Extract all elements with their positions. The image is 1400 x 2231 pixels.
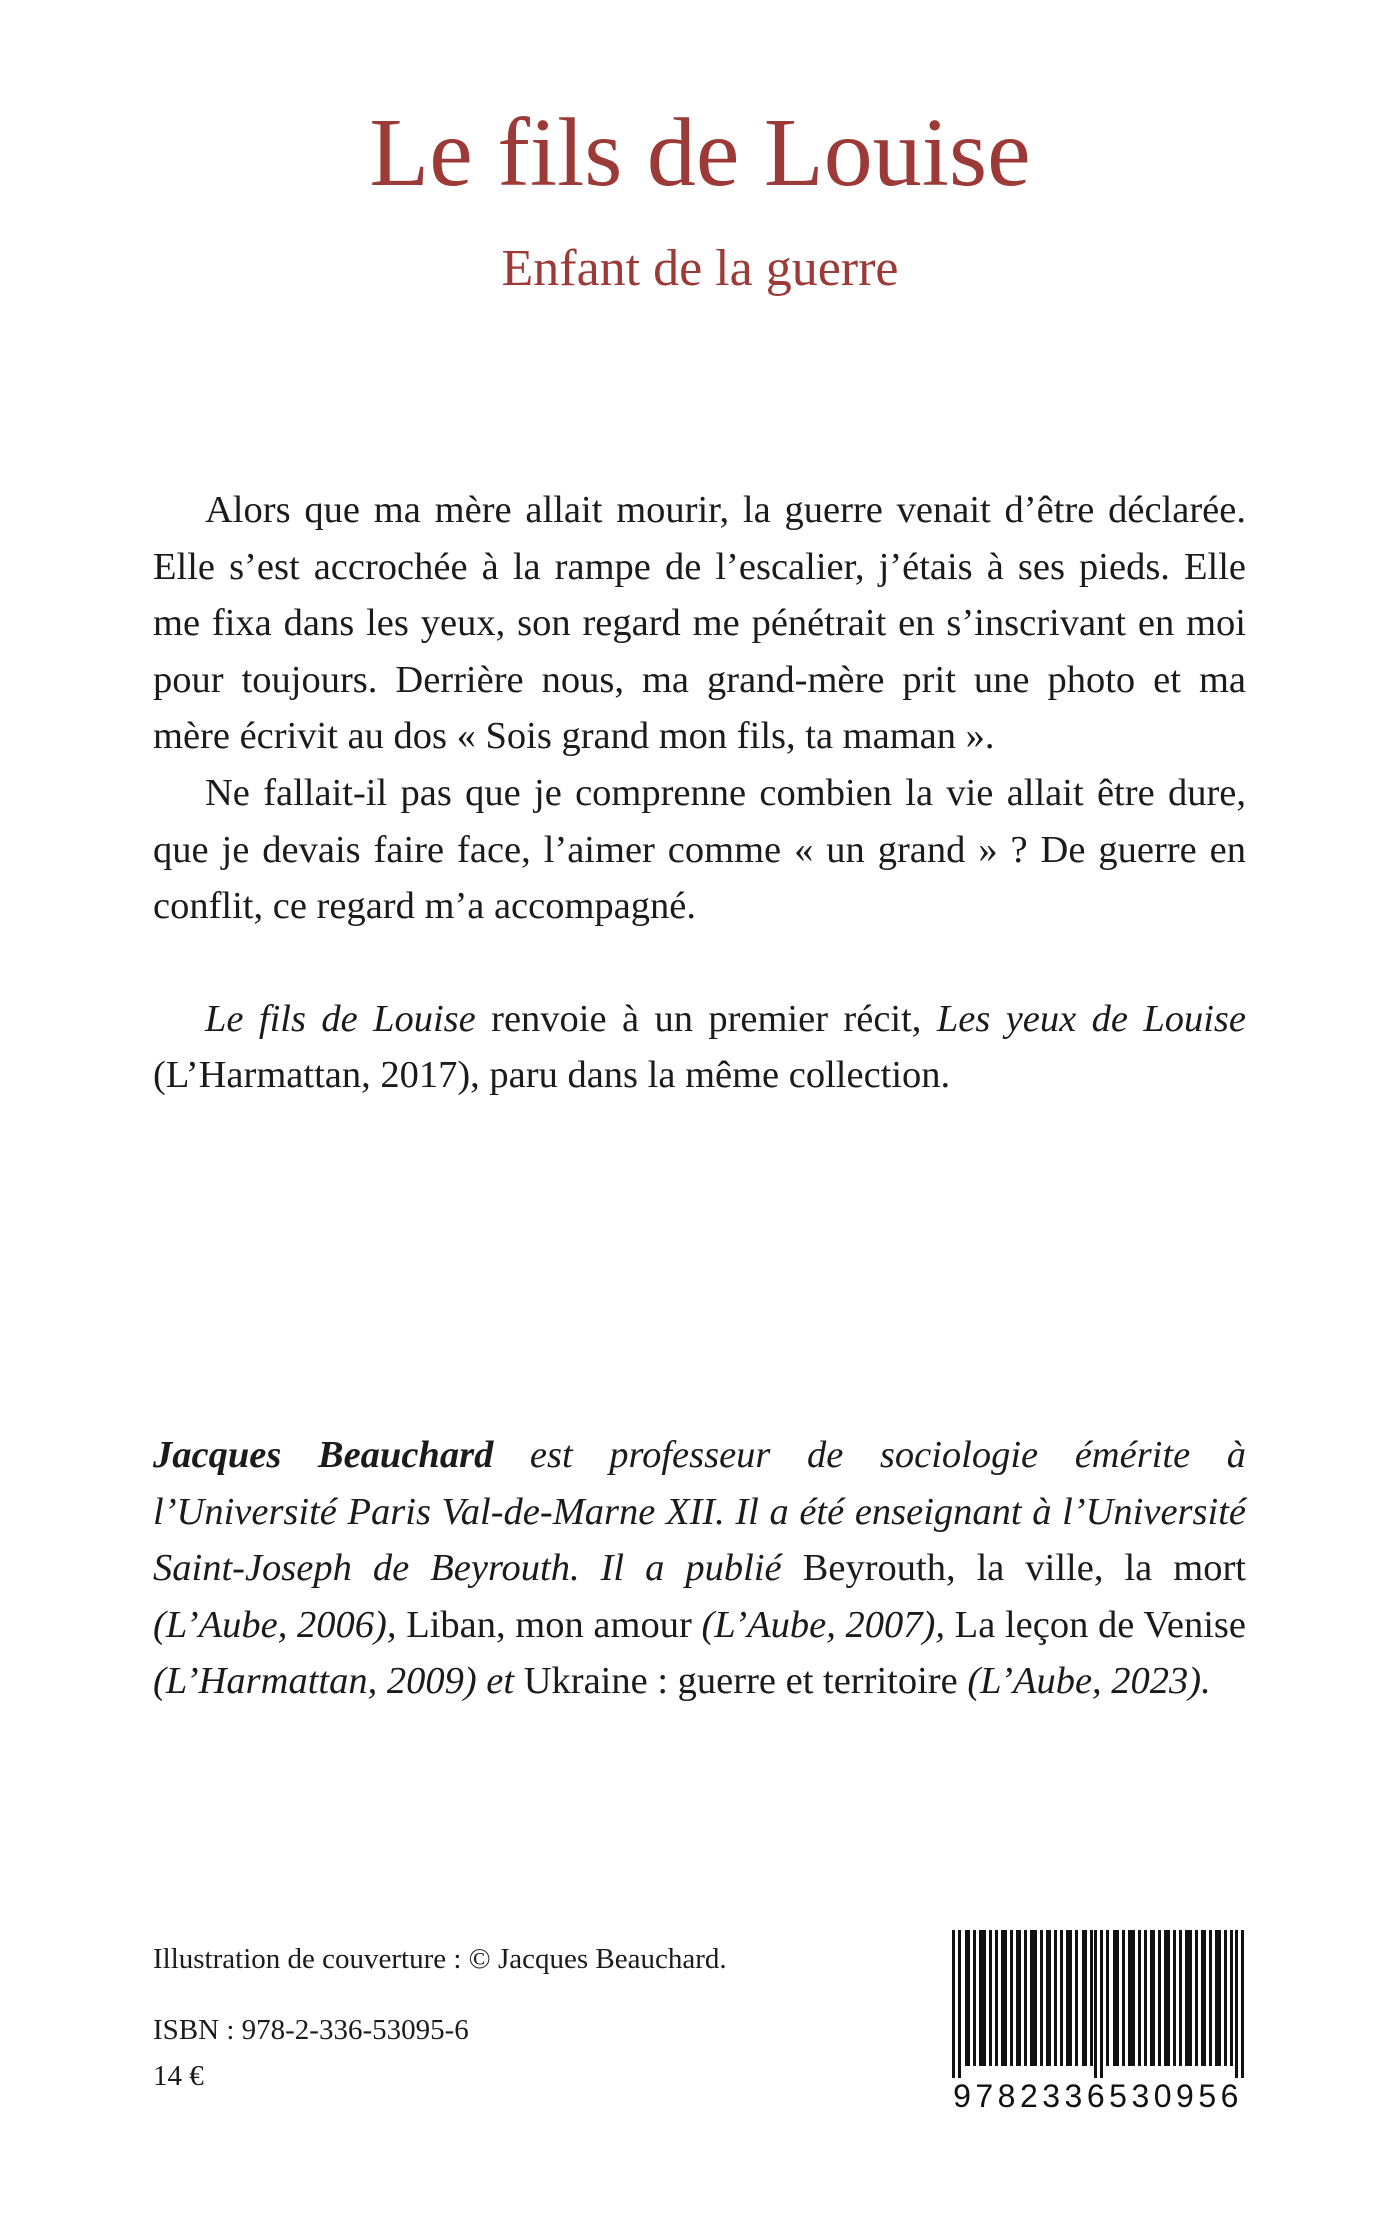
illustration-credit: Illustration de couverture : © Jacques Beauchard. — [153, 1943, 727, 1975]
blurb-reference-paragraph — [153, 991, 1246, 1104]
blurb-paragraph-2: Ne fallait-il pas que je comprenne combien la vie allait être dure, que je devais faire face, l’aimer comme « un grand » ? De guerre en conflit, ce regard m’a accompagné. — [153, 771, 1246, 928]
isbn-barcode — [948, 1930, 1248, 2120]
bio-book-4: Ukraine : guerre et territoire — [523, 1660, 958, 1703]
blurb-paragraph-1: Alors que ma mère allait mourir, la guerre venait d’être déclarée. Elle s’est accrochée à la rampe de l’escalier, j’étais à ses pieds. Elle me fixa dans les yeux, son regard me pénétrait en s’inscrivant en moi pour toujours. Derrière nous, ma grand-mère prit une photo et ma mère écrivit au dos « Sois grand mon fils, ta maman ». — [153, 489, 1246, 758]
bio-book-2: Liban, mon amour — [406, 1603, 692, 1646]
barcode-bars — [948, 1930, 1248, 2078]
bio-pub-3: (L’Harmattan, 2009) et — [153, 1660, 524, 1703]
barcode-digits: 9782336530956 — [953, 2078, 1243, 2114]
bio-text-1: est professeur de sociologie émérite à l’Université Paris Val-de-Marne XII. Il a été enseignant à l’Université Saint-Joseph de Beyrouth. Il a publié — [153, 1434, 1246, 1590]
back-cover-blurb — [153, 482, 1246, 1104]
bio-pub-4: (L’Aube, 2023). — [957, 1660, 1211, 1703]
bio-book-3: La leçon de Venise — [954, 1603, 1246, 1646]
author-bio — [153, 1427, 1246, 1710]
price: 14 € — [153, 2060, 204, 2092]
reference-text-1: renvoie à un premier récit, — [475, 997, 937, 1040]
bio-pub-1: (L’Aube, 2006), — [153, 1603, 407, 1646]
book-title: Le fils de Louise — [369, 99, 1031, 207]
reference-title-2: Les yeux de Louise — [936, 997, 1246, 1040]
reference-title-1: Le fils de Louise — [205, 997, 476, 1040]
reference-text-2: (L’Harmattan, 2017), paru dans la même collection. — [153, 1054, 951, 1097]
isbn: ISBN : 978-2-336-53095-6 — [153, 2014, 469, 2046]
author-name: Jacques Beauchard — [153, 1434, 494, 1476]
bio-pub-2: (L’Aube, 2007), — [691, 1603, 955, 1646]
book-subtitle: Enfant de la guerre — [501, 240, 899, 297]
bio-book-1: Beyrouth, la ville, la mort — [802, 1547, 1247, 1590]
